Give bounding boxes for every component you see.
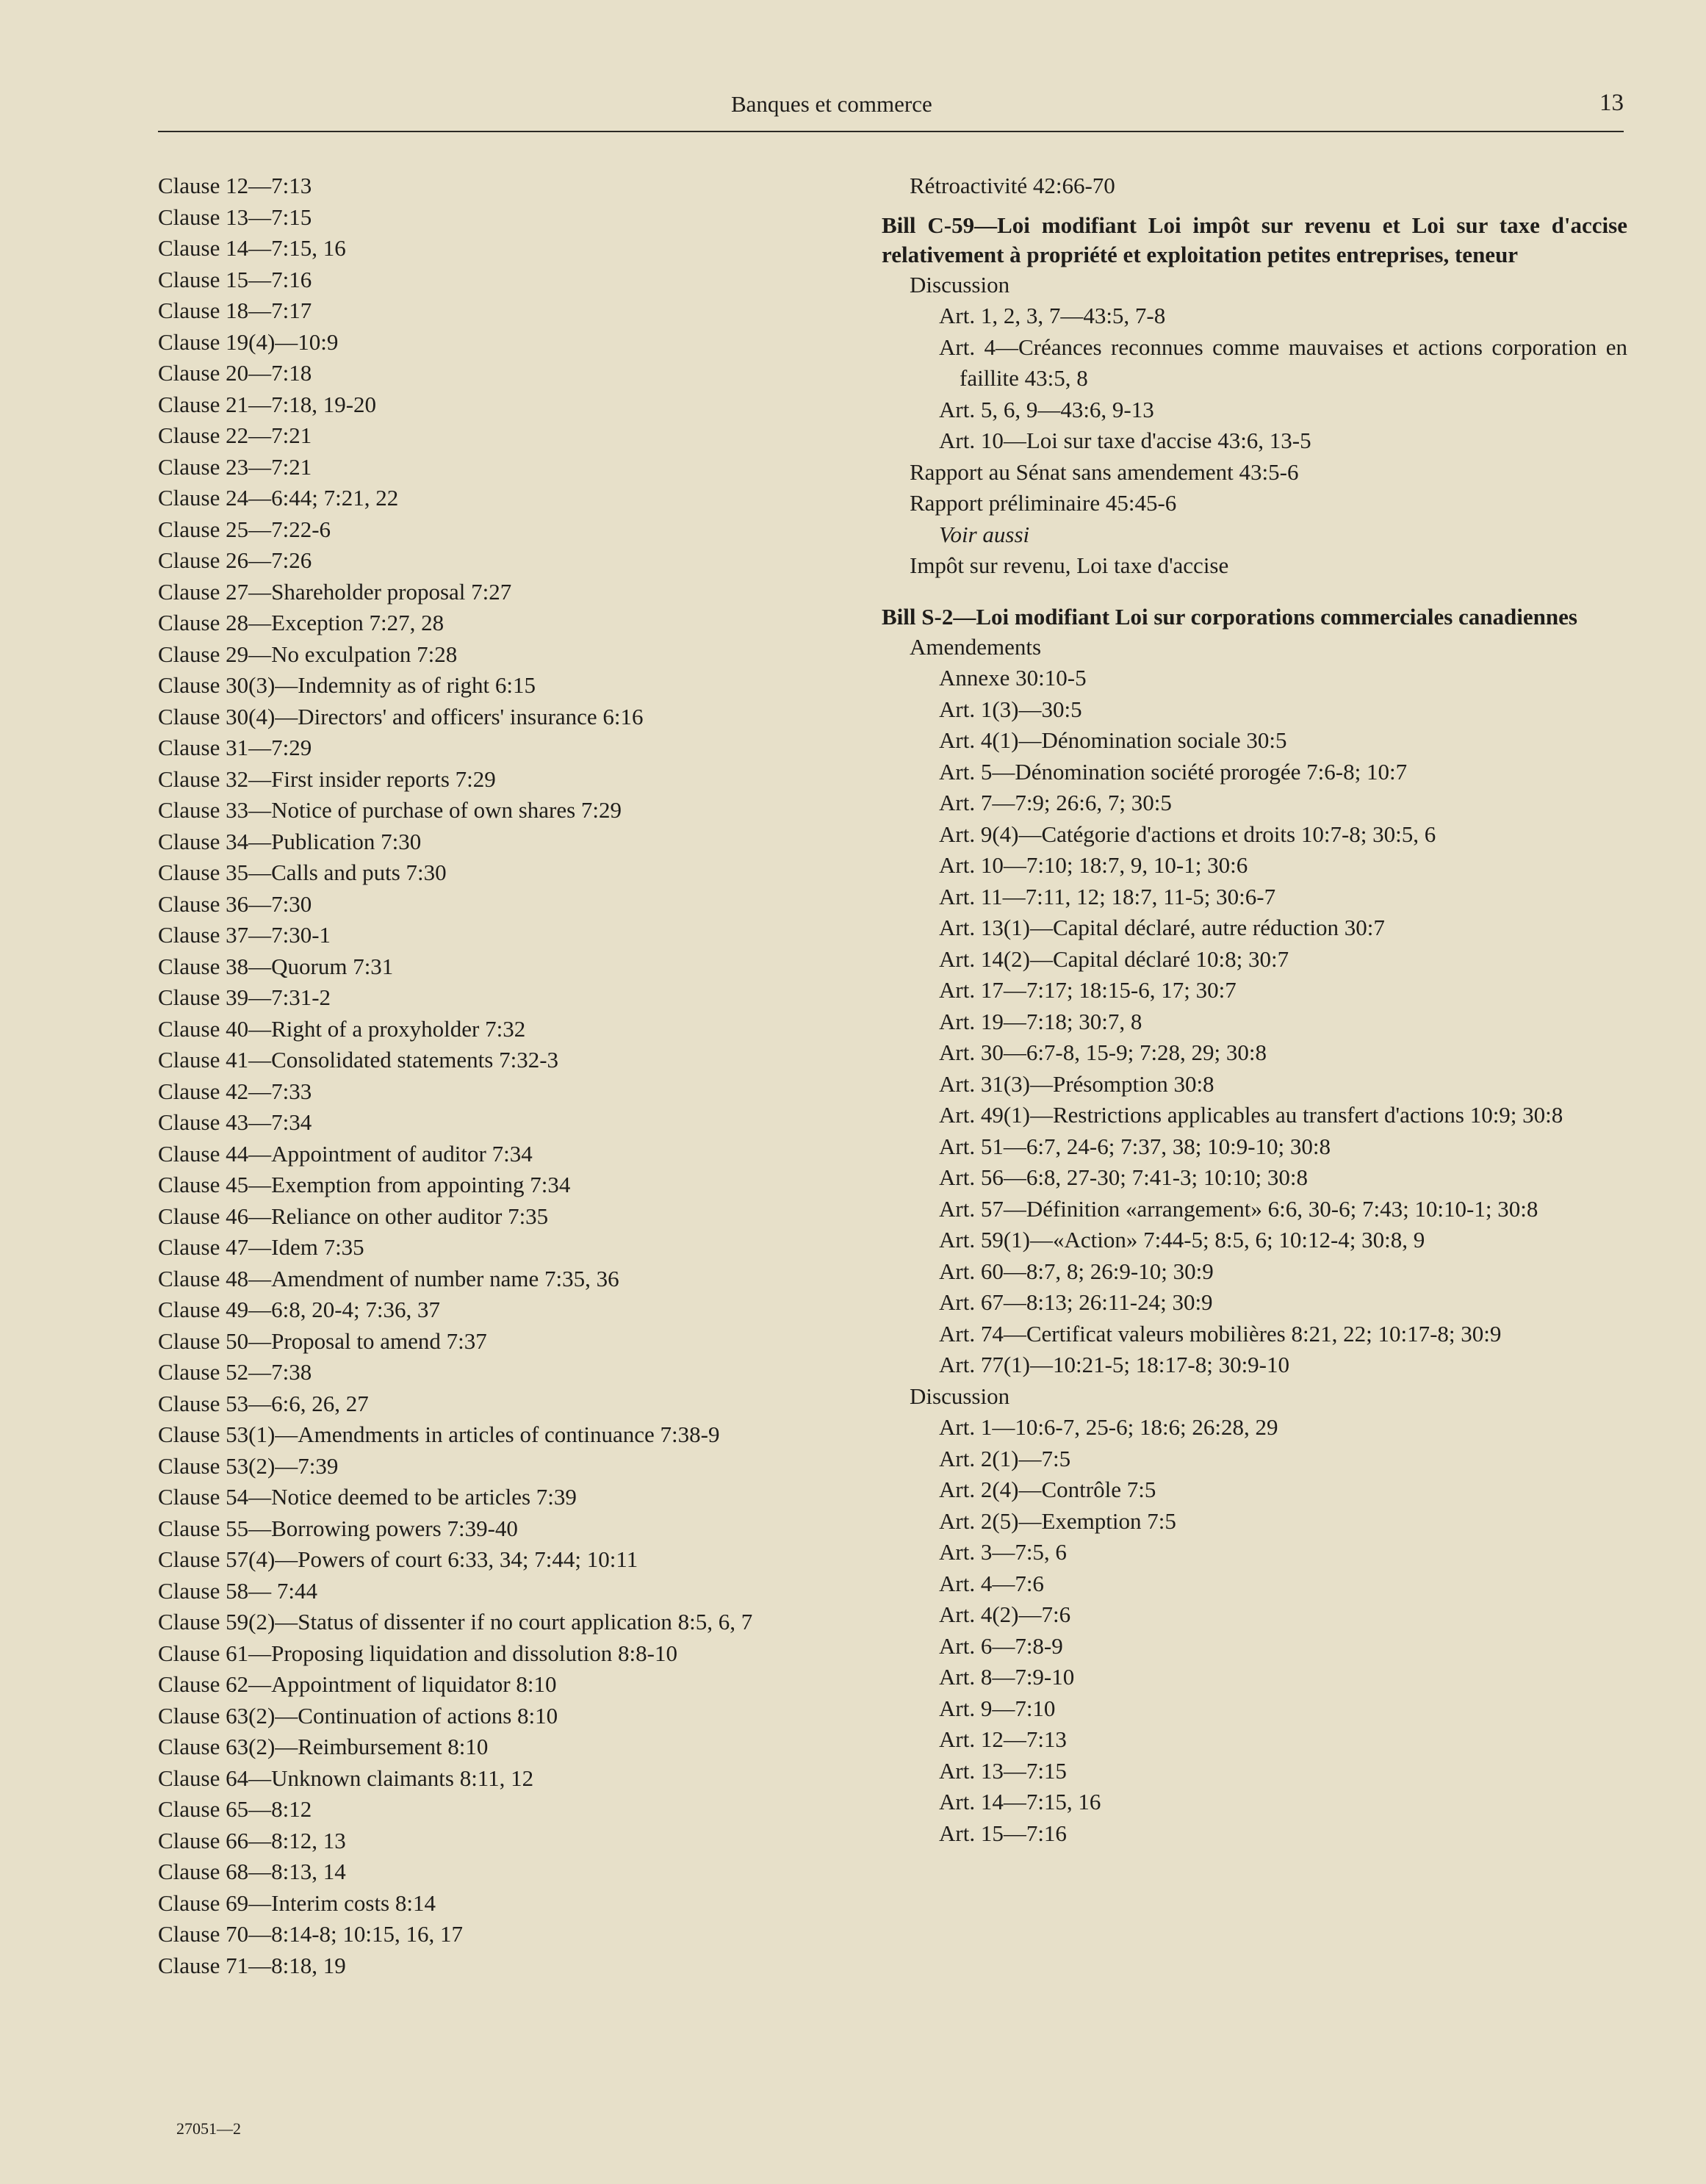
index-entry: Annexe 30:10-5 bbox=[939, 665, 1087, 691]
index-entry: Art. 14(2)—Capital déclaré 10:8; 30:7 bbox=[939, 945, 1289, 972]
index-entry: Art. 10—7:10; 18:7, 9, 10-1; 30:6 bbox=[939, 852, 1248, 878]
index-entry: Art. 49(1)—Restrictions applicables au transfert d'actions 10:9; 30:8 bbox=[939, 1102, 1563, 1128]
index-entry: Rapport au Sénat sans amendement 43:5-6 bbox=[910, 458, 1299, 485]
index-entry: Clause 63(2)—Continuation of actions 8:10 bbox=[158, 1702, 558, 1729]
index-entry: Rapport préliminaire 45:45-6 bbox=[910, 490, 1177, 516]
index-entry: Clause 12—7:13 bbox=[158, 173, 312, 198]
index-entry: Clause 47—Idem 7:35 bbox=[158, 1234, 364, 1260]
index-entry: Clause 53—6:6, 26, 27 bbox=[158, 1390, 369, 1416]
index-entry: Clause 22—7:21 bbox=[158, 422, 312, 448]
index-entry: Clause 32—First insider reports 7:29 bbox=[158, 765, 496, 792]
index-entry: Clause 53(2)—7:39 bbox=[158, 1452, 339, 1479]
index-entry: Clause 49—6:8, 20-4; 7:36, 37 bbox=[158, 1297, 441, 1322]
index-entry: Art. 56—6:8, 27-30; 7:41-3; 10:10; 30:8 bbox=[939, 1164, 1309, 1190]
index-entry: Clause 71—8:18, 19 bbox=[158, 1952, 346, 1978]
index-entry: Clause 44—Appointment of auditor 7:34 bbox=[158, 1140, 533, 1167]
index-entry: Clause 24—6:44; 7:21, 22 bbox=[158, 485, 399, 511]
index-entry: Art. 10—Loi sur taxe d'accise 43:6, 13-5 bbox=[939, 428, 1311, 453]
index-entry: Clause 68—8:13, 14 bbox=[158, 1859, 346, 1884]
index-entry: Art. 8—7:9-10 bbox=[939, 1664, 1075, 1690]
index-entry: Clause 34—Publication 7:30 bbox=[158, 828, 422, 854]
right-column bbox=[882, 170, 1627, 1849]
page-number: 13 bbox=[1599, 90, 1624, 116]
index-entry: Art. 4—7:6 bbox=[939, 1570, 1044, 1596]
subheading: Discussion bbox=[910, 1383, 1010, 1409]
index-entry: Clause 41—Consolidated statements 7:32-3 bbox=[158, 1047, 559, 1073]
index-entry: Art. 7—7:9; 26:6, 7; 30:5 bbox=[939, 790, 1172, 815]
index-entry: Clause 20—7:18 bbox=[158, 360, 312, 386]
index-entry: Art. 9—7:10 bbox=[939, 1695, 1056, 1721]
bill-heading: Bill S-2—Loi modifiant Loi sur corporations commerciales canadiennes bbox=[882, 603, 1577, 630]
index-entry: Art. 2(4)—Contrôle 7:5 bbox=[939, 1477, 1156, 1502]
index-entry: Clause 21—7:18, 19-20 bbox=[158, 391, 377, 417]
index-entry: Clause 59(2)—Status of dissenter if no court application 8:5, 6, 7 bbox=[158, 1609, 753, 1635]
index-entry: Clause 65—8:12 bbox=[158, 1796, 312, 1822]
index-entry: Art. 51—6:7, 24-6; 7:37, 38; 10:9-10; 30:8 bbox=[939, 1133, 1331, 1159]
index-entry: Art. 19—7:18; 30:7, 8 bbox=[939, 1008, 1142, 1034]
index-entry: Art. 13(1)—Capital déclaré, autre réduction 30:7 bbox=[939, 915, 1385, 940]
index-entry: Clause 39—7:31-2 bbox=[158, 984, 331, 1010]
index-entry: Clause 45—Exemption from appointing 7:34 bbox=[158, 1172, 571, 1197]
index-entry: Clause 61—Proposing liquidation and dissolution 8:8-10 bbox=[158, 1640, 677, 1666]
index-entry: Clause 26—7:26 bbox=[158, 547, 312, 573]
index-entry: Clause 66—8:12, 13 bbox=[158, 1827, 346, 1853]
index-entry: Clause 25—7:22-6 bbox=[158, 516, 331, 542]
page-header bbox=[158, 87, 1624, 132]
index-entry: Clause 36—7:30 bbox=[158, 890, 312, 917]
index-entry: Clause 15—7:16 bbox=[158, 266, 312, 292]
index-entry: Clause 57(4)—Powers of court 6:33, 34; 7:44; 10:11 bbox=[158, 1546, 638, 1572]
index-entry: Art. 30—6:7-8, 15-9; 7:28, 29; 30:8 bbox=[939, 1039, 1267, 1065]
index-entry: Clause 50—Proposal to amend 7:37 bbox=[158, 1327, 487, 1354]
index-entry: Clause 13—7:15 bbox=[158, 203, 312, 230]
index-entry: Clause 14—7:15, 16 bbox=[158, 235, 346, 261]
index-entry: Clause 63(2)—Reimbursement 8:10 bbox=[158, 1734, 489, 1759]
index-entry: Clause 42—7:33 bbox=[158, 1078, 312, 1104]
index-entry: Clause 58— 7:44 bbox=[158, 1577, 317, 1604]
index-entry: Art. 1, 2, 3, 7—43:5, 7-8 bbox=[939, 303, 1166, 328]
index-entry: Art. 74—Certificat valeurs mobilières 8:21, 22; 10:17-8; 30:9 bbox=[939, 1320, 1502, 1347]
footer-code: 27051—2 bbox=[176, 2119, 241, 2138]
index-entry: Clause 40—Right of a proxyholder 7:32 bbox=[158, 1015, 526, 1042]
index-entry: Art. 5—Dénomination société prorogée 7:6-8; 10:7 bbox=[939, 758, 1408, 785]
index-entry: Art. 11—7:11, 12; 18:7, 11-5; 30:6-7 bbox=[939, 883, 1276, 909]
header-title: Banques et commerce bbox=[731, 91, 932, 117]
index-entry: Art. 3—7:5, 6 bbox=[939, 1539, 1067, 1565]
index-entry: Art. 57—Définition «arrangement» 6:6, 30-6; 7:43; 10:10-1; 30:8 bbox=[939, 1195, 1538, 1222]
index-entry: Impôt sur revenu, Loi taxe d'accise bbox=[910, 552, 1229, 578]
index-entry: Art. 2(5)—Exemption 7:5 bbox=[939, 1507, 1176, 1534]
index-entry: Art. 77(1)—10:21-5; 18:17-8; 30:9-10 bbox=[939, 1352, 1290, 1377]
index-entry: Art. 1—10:6-7, 25-6; 18:6; 26:28, 29 bbox=[939, 1414, 1278, 1440]
index-entry: Clause 62—Appointment of liquidator 8:10 bbox=[158, 1671, 557, 1697]
index-entry: Art. 59(1)—«Action» 7:44-5; 8:5, 6; 10:12-4; 30:8, 9 bbox=[939, 1227, 1425, 1253]
index-entry: Clause 69—Interim costs 8:14 bbox=[158, 1889, 436, 1916]
index-entry: Clause 48—Amendment of number name 7:35, 36 bbox=[158, 1265, 619, 1291]
index-entry: Art. 60—8:7, 8; 26:9-10; 30:9 bbox=[939, 1258, 1214, 1284]
subheading: Discussion bbox=[910, 271, 1010, 298]
index-entry: Art. 13—7:15 bbox=[939, 1757, 1067, 1784]
index-entry: Art. 4(1)—Dénomination sociale 30:5 bbox=[939, 727, 1287, 753]
index-entry: Clause 53(1)—Amendments in articles of continuance 7:38-9 bbox=[158, 1421, 720, 1447]
index-entry: Art. 17—7:17; 18:15-6, 17; 30:7 bbox=[939, 977, 1237, 1003]
index-entry: Art. 2(1)—7:5 bbox=[939, 1445, 1071, 1471]
index-entry: Art. 1(3)—30:5 bbox=[939, 696, 1082, 722]
index-entry: Art. 15—7:16 bbox=[939, 1820, 1067, 1846]
index-entry: Clause 28—Exception 7:27, 28 bbox=[158, 610, 445, 635]
index-entry: Clause 64—Unknown claimants 8:11, 12 bbox=[158, 1765, 534, 1791]
index-entry: Art. 4—Créances reconnues comme mauvaises et actions corporation en faillite 43:5, 8 bbox=[939, 334, 1627, 391]
index-entry: Clause 70—8:14-8; 10:15, 16, 17 bbox=[158, 1921, 464, 1947]
index-entry: Clause 38—Quorum 7:31 bbox=[158, 953, 394, 979]
index-entry: Clause 54—Notice deemed to be articles 7:39 bbox=[158, 1484, 577, 1510]
index-entry: Clause 31—7:29 bbox=[158, 735, 312, 760]
index-entry: Art. 6—7:8-9 bbox=[939, 1632, 1063, 1659]
index-entry: Clause 30(4)—Directors' and officers' insurance 6:16 bbox=[158, 703, 644, 729]
index-entry: Art. 14—7:15, 16 bbox=[939, 1789, 1101, 1814]
index-entry: Art. 31(3)—Présomption 30:8 bbox=[939, 1070, 1214, 1097]
index-entry: Clause 46—Reliance on other auditor 7:35 bbox=[158, 1203, 549, 1229]
index-entry: Clause 43—7:34 bbox=[158, 1109, 312, 1135]
subheading: Amendements bbox=[910, 633, 1042, 660]
index-entry: Art. 9(4)—Catégorie d'actions et droits 10:7-8; 30:5, 6 bbox=[939, 821, 1436, 847]
index-entry: Art. 12—7:13 bbox=[939, 1726, 1067, 1752]
index-entry: Clause 27—Shareholder proposal 7:27 bbox=[158, 578, 512, 605]
index-entry: Art. 67—8:13; 26:11-24; 30:9 bbox=[939, 1289, 1213, 1315]
index-entry: Clause 29—No exculpation 7:28 bbox=[158, 641, 458, 667]
index-entry: Clause 37—7:30-1 bbox=[158, 922, 331, 948]
index-entry: Clause 23—7:21 bbox=[158, 453, 312, 480]
index-entry: Clause 30(3)—Indemnity as of right 6:15 bbox=[158, 672, 536, 698]
index-entry: Art. 4(2)—7:6 bbox=[939, 1601, 1071, 1627]
index-entry: Clause 55—Borrowing powers 7:39-40 bbox=[158, 1515, 518, 1541]
index-entry: Clause 33—Notice of purchase of own shares 7:29 bbox=[158, 797, 622, 823]
see-also-label: Voir aussi bbox=[939, 521, 1030, 547]
bill-heading: Bill C-59—Loi modifiant Loi impôt sur revenu et Loi sur taxe d'accise relativement à propriété et exploitation petites entreprises, teneur bbox=[882, 212, 1627, 267]
index-entry: Clause 52—7:38 bbox=[158, 1359, 312, 1385]
index-entry: Art. 5, 6, 9—43:6, 9-13 bbox=[939, 396, 1154, 422]
index-entry: Clause 19(4)—10:9 bbox=[158, 328, 339, 355]
index-entry: Rétroactivité 42:66-70 bbox=[910, 173, 1115, 198]
index-entry: Clause 35—Calls and puts 7:30 bbox=[158, 859, 447, 885]
index-entry: Clause 18—7:17 bbox=[158, 298, 312, 323]
left-column bbox=[158, 170, 863, 1981]
